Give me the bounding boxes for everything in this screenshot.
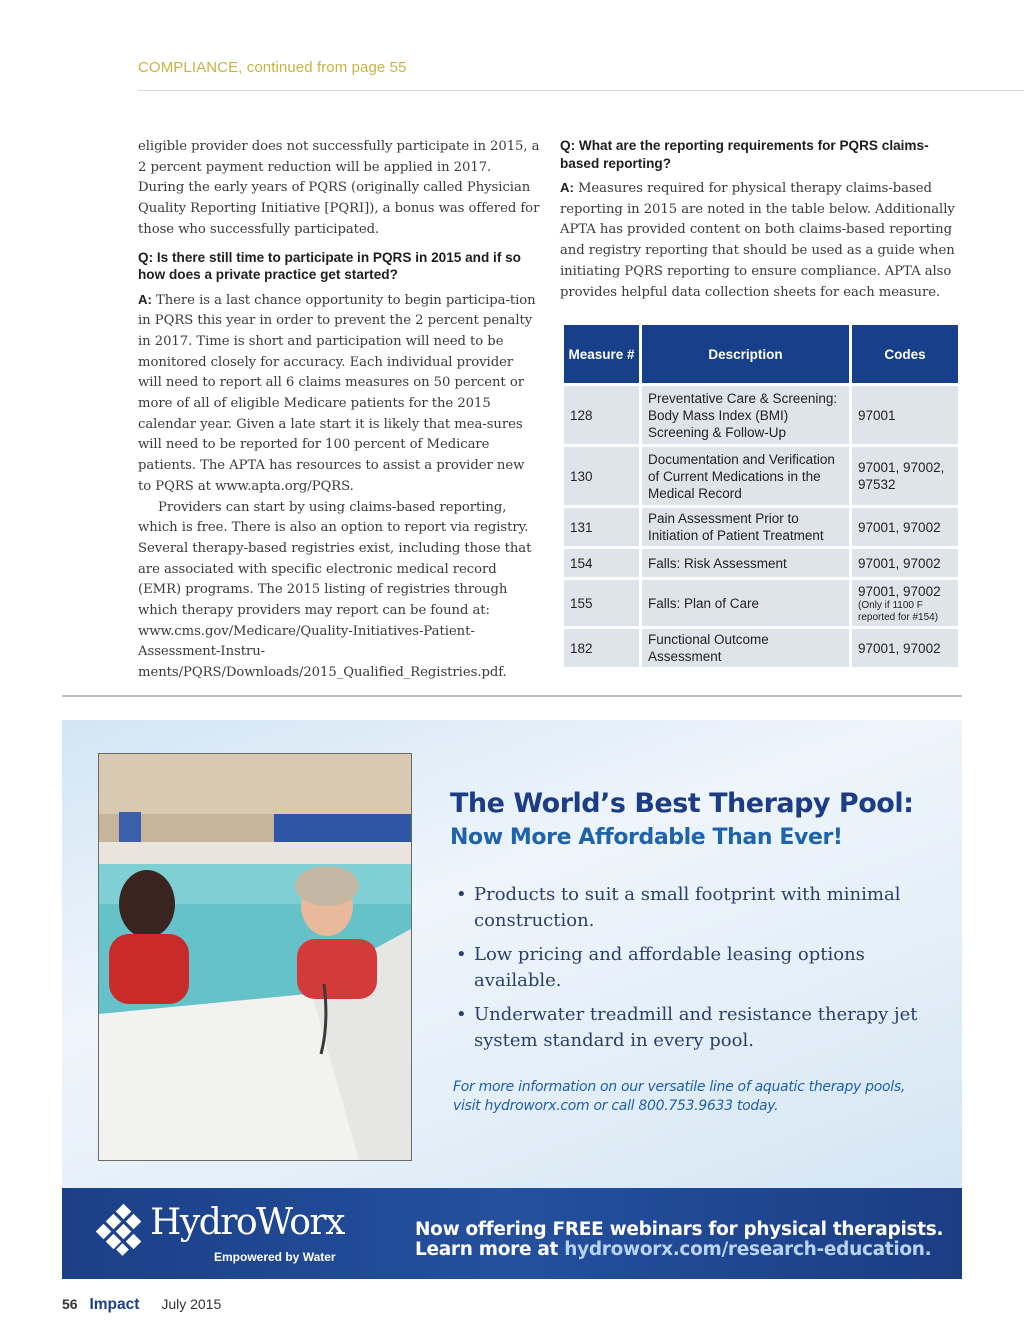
bullet-text: Underwater treadmill and resistance therapy jet system standard in every pool. (474, 1004, 918, 1051)
answer-text: There is a last chance opportunity to begin participa-tion in PQRS this year in order to prevent the 2 percent penalty in 2017. Time is short and participation will need to be monitored closely for accuracy. Each individual provider will need to report all 6 claims measures on 50 percent or more of all of eligible Medicare patients for the 2015 calendar year. Given a late start it is likely that mea-sures will need to be reported for 100 percent of Medicare patients. The APTA has resources to assist a provider new to PQRS at www.apta.org/PQRS. (138, 292, 536, 494)
ad-contact-info (453, 1078, 933, 1116)
answer-text: Measures required for physical therapy claims-based reporting in 2015 are noted in the table below. Additionally APTA has provided content on both claims-based reporting and registry reporting that should be used as a guide when initiating PQRS reporting to ensure compliance. APTA also provides helpful data collection sheets for each measure. (560, 181, 955, 300)
answer-label: A: (138, 291, 152, 307)
codes-cell: 97001 (852, 386, 958, 444)
logo-tagline: Empowered by Water (214, 1250, 336, 1264)
pqrs-measures-table (561, 322, 961, 670)
section-divider (62, 695, 962, 697)
page-number: 56 (62, 1296, 78, 1312)
bullet-icon: • (456, 1004, 467, 1025)
table-row (564, 386, 958, 444)
paragraph-registries: Providers can start by using claims-based reporting, which is free. There is also an option to report via registry. Several therapy-based registries exist, including those that are associated with specific electronic medical record (EMR) programs. The 2015 listing of registries through which therapy providers may report can be found at: www.cms.gov/Medicare/Quality-Initiatives-Patient-Assessment-Instru-ments/PQRS/Downloads/2015_Qualified_Registries.pdf. (138, 499, 532, 681)
column-header-measure: Measure # (564, 325, 639, 383)
ad-bullet-list (450, 882, 930, 1062)
running-head: COMPLIANCE, continued from page 55 (138, 59, 407, 76)
webinar-announcement: Now offering FREE webinars for physical therapists. (415, 1219, 944, 1240)
ad-info-line-2: visit hydroworx.com or call 800.753.9633 today. (453, 1098, 779, 1114)
webinar-link-prefix: Learn more at (415, 1239, 565, 1260)
ad-subtitle: Now More Affordable Than Ever! (450, 825, 843, 850)
table-header-row (564, 325, 958, 383)
bullet-text: Products to suit a small footprint with minimal construction. (474, 884, 901, 931)
question-heading-1: Q: What are the reporting requirements for PQRS claims-based reporting? (560, 138, 929, 171)
table-row (564, 629, 958, 667)
measure-cell: 128 (564, 386, 639, 444)
header-divider (138, 90, 1024, 91)
hydroworx-logo-icon (96, 1202, 152, 1258)
measure-cell: 130 (564, 447, 639, 505)
list-item (450, 882, 930, 934)
bullet-icon: • (456, 884, 467, 905)
right-column (560, 137, 962, 303)
measure-cell: 155 (564, 580, 639, 626)
measure-cell: 182 (564, 629, 639, 667)
description-cell: Functional Outcome Assessment (642, 629, 849, 667)
hydroworx-logo-wordmark: HydroWorx (150, 1202, 344, 1243)
description-cell: Falls: Risk Assessment (642, 549, 849, 577)
answer-paragraph-1 (560, 178, 962, 303)
description-cell: Preventative Care & Screening: Body Mass Index (BMI) Screening & Follow-Up (642, 386, 849, 444)
codes-value: 97001, 97002 (858, 583, 941, 599)
research-education-link[interactable]: hydroworx.com/research-education. (564, 1239, 932, 1260)
list-item (450, 942, 930, 994)
bullet-text: Low pricing and affordable leasing options available. (474, 944, 865, 991)
description-cell: Falls: Plan of Care (642, 580, 849, 626)
left-column (138, 137, 540, 684)
table-row (564, 447, 958, 505)
ad-info-line-1: For more information on our versatile line of aquatic therapy pools, (453, 1079, 906, 1095)
question-heading-2: Q: Is there still time to participate in PQRS in 2015 and if so how does a private practice get started? (138, 249, 521, 283)
table-row (564, 508, 958, 546)
description-cell: Pain Assessment Prior to Initiation of Patient Treatment (642, 508, 849, 546)
ad-banner (62, 1188, 962, 1279)
list-item (450, 1002, 930, 1054)
therapy-pool-photo (98, 753, 412, 1161)
page-footer (62, 1296, 221, 1314)
measure-cell: 154 (564, 549, 639, 577)
codes-cell: 97001, 97002, 97532 (852, 447, 958, 505)
codes-cell: 97001, 97002 (852, 629, 958, 667)
codes-cell (852, 580, 958, 626)
hydroworx-advertisement (62, 720, 962, 1279)
column-header-codes: Codes (852, 325, 958, 383)
magazine-title: Impact (89, 1296, 140, 1313)
table-row (564, 580, 958, 626)
answer-label: A: (560, 180, 574, 195)
answer-paragraph-2 (138, 290, 540, 498)
paragraph-intro: eligible provider does not successfully participate in 2015, a 2 percent payment reduction will be applied in 2017. During the early years of PQRS (originally called Physician Quality Reporting Initiative [PQRI]), a bonus was offered for those who successfully participated. (138, 139, 540, 237)
issue-date: July 2015 (161, 1296, 222, 1312)
bullet-icon: • (456, 944, 467, 965)
table-row (564, 549, 958, 577)
description-cell: Documentation and Verification of Current Medications in the Medical Record (642, 447, 849, 505)
webinar-link-line (415, 1239, 931, 1260)
measure-cell: 131 (564, 508, 639, 546)
codes-footnote: (Only if 1100 F reported for #154) (858, 599, 939, 623)
codes-cell: 97001, 97002 (852, 549, 958, 577)
column-header-description: Description (642, 325, 849, 383)
ad-title: The World’s Best Therapy Pool: (450, 788, 914, 819)
codes-cell: 97001, 97002 (852, 508, 958, 546)
